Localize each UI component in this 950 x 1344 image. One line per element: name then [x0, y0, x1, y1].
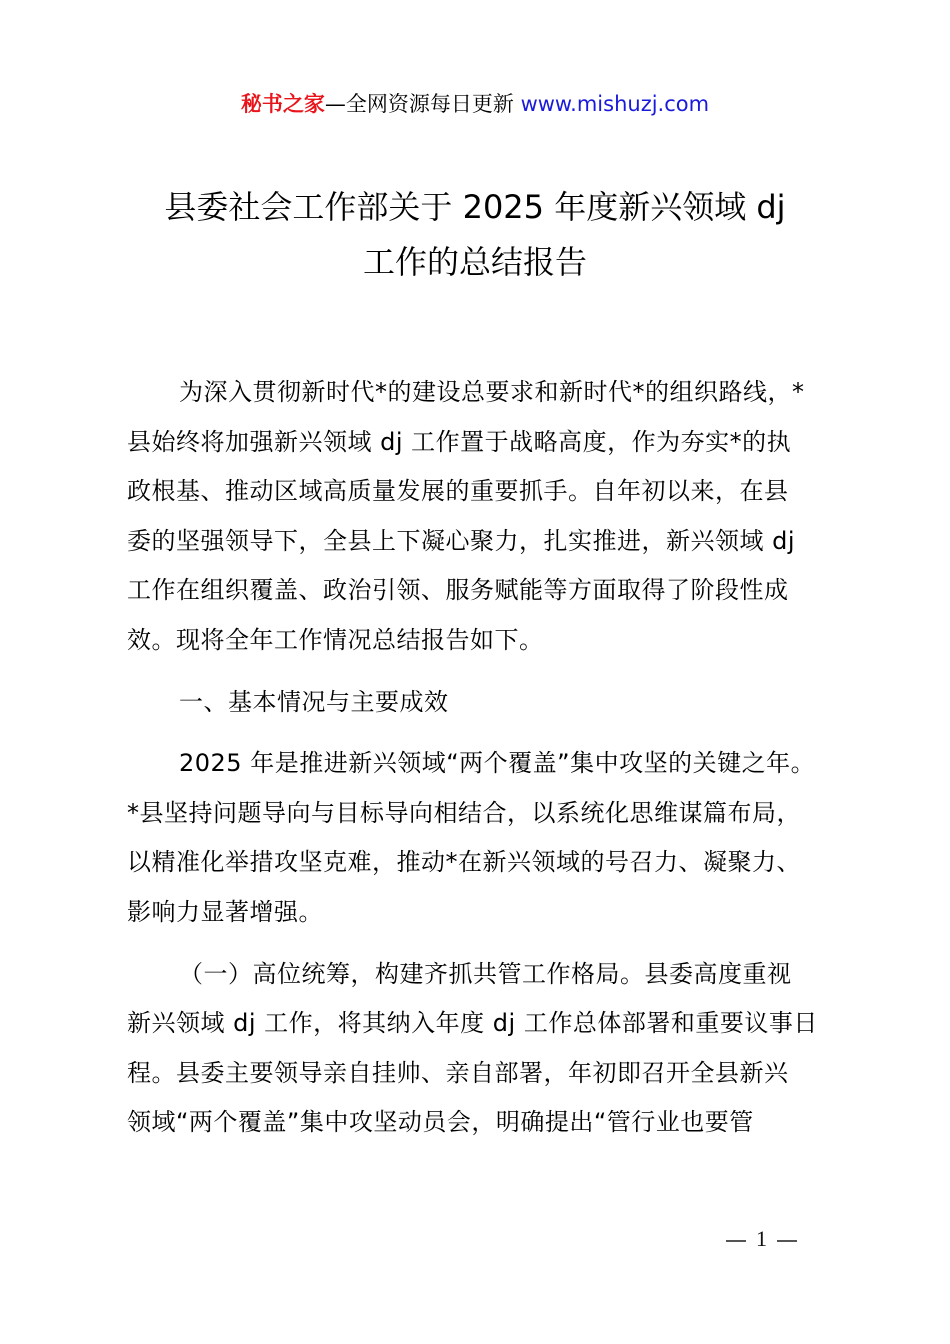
paragraph-line: 2025 年是推进新兴领域“两个覆盖”集中攻坚的关键之年。: [179, 749, 816, 778]
overview-paragraph: [127, 739, 839, 937]
page-number: 1: [756, 1226, 767, 1251]
site-banner: [0, 86, 950, 122]
banner-tagline: —全网资源每日更新: [324, 92, 521, 116]
paragraph-line: 县始终将加强新兴领域 dj 工作置于战略高度，作为夯实*的执: [127, 427, 792, 456]
paragraph-line: 委的坚强领导下，全县上下凝心聚力，扎实推进，新兴领域 dj: [127, 526, 796, 555]
intro-paragraph: [127, 368, 839, 666]
dash-left: [726, 1240, 746, 1242]
section-heading: [127, 678, 839, 728]
paragraph-line: 工作在组织覆盖、政治引领、服务赋能等方面取得了阶段性成: [127, 576, 789, 605]
paragraph-line: 效。现将全年工作情况总结报告如下。: [127, 625, 544, 654]
subsection-paragraph: [127, 950, 839, 1148]
paragraph-line: 程。县委主要领导亲自挂帅、亲自部署，年初即召开全县新兴: [127, 1058, 789, 1087]
document-body: [127, 368, 839, 1148]
paragraph-line: *县坚持问题导向与目标导向相结合，以系统化思维谋篇布局，: [127, 798, 801, 827]
dash-right: [777, 1240, 797, 1242]
paragraph-line: （一）高位统筹，构建齐抓共管工作格局。县委高度重视: [179, 959, 792, 988]
section-heading-text: 一、基本情况与主要成效: [179, 687, 449, 716]
paragraph-line: 以精准化举措攻坚克难，推动*在新兴领域的号召力、凝聚力、: [127, 848, 801, 877]
paragraph-line: 新兴领域 dj 工作，将其纳入年度 dj 工作总体部署和重要议事日: [127, 1009, 818, 1038]
document-title: [0, 180, 950, 290]
paragraph-line: 为深入贯彻新时代*的建设总要求和新时代*的组织路线，*: [179, 378, 805, 406]
title-line-2: 工作的总结报告: [362, 243, 587, 281]
brand-name: 秘书之家: [240, 92, 325, 116]
paragraph-line: 影响力显著增强。: [127, 897, 323, 926]
paragraph-line: 领域“两个覆盖”集中攻坚动员会，明确提出“管行业也要管: [127, 1108, 754, 1137]
page-footer: [716, 1222, 806, 1256]
title-line-1: 县委社会工作部关于 2025 年度新兴领域 dj: [164, 188, 786, 226]
paragraph-line: 政根基、推动区域高质量发展的重要抓手。自年初以来，在县: [127, 477, 789, 506]
site-url-link[interactable]: www.mishuzj.com: [520, 92, 710, 116]
